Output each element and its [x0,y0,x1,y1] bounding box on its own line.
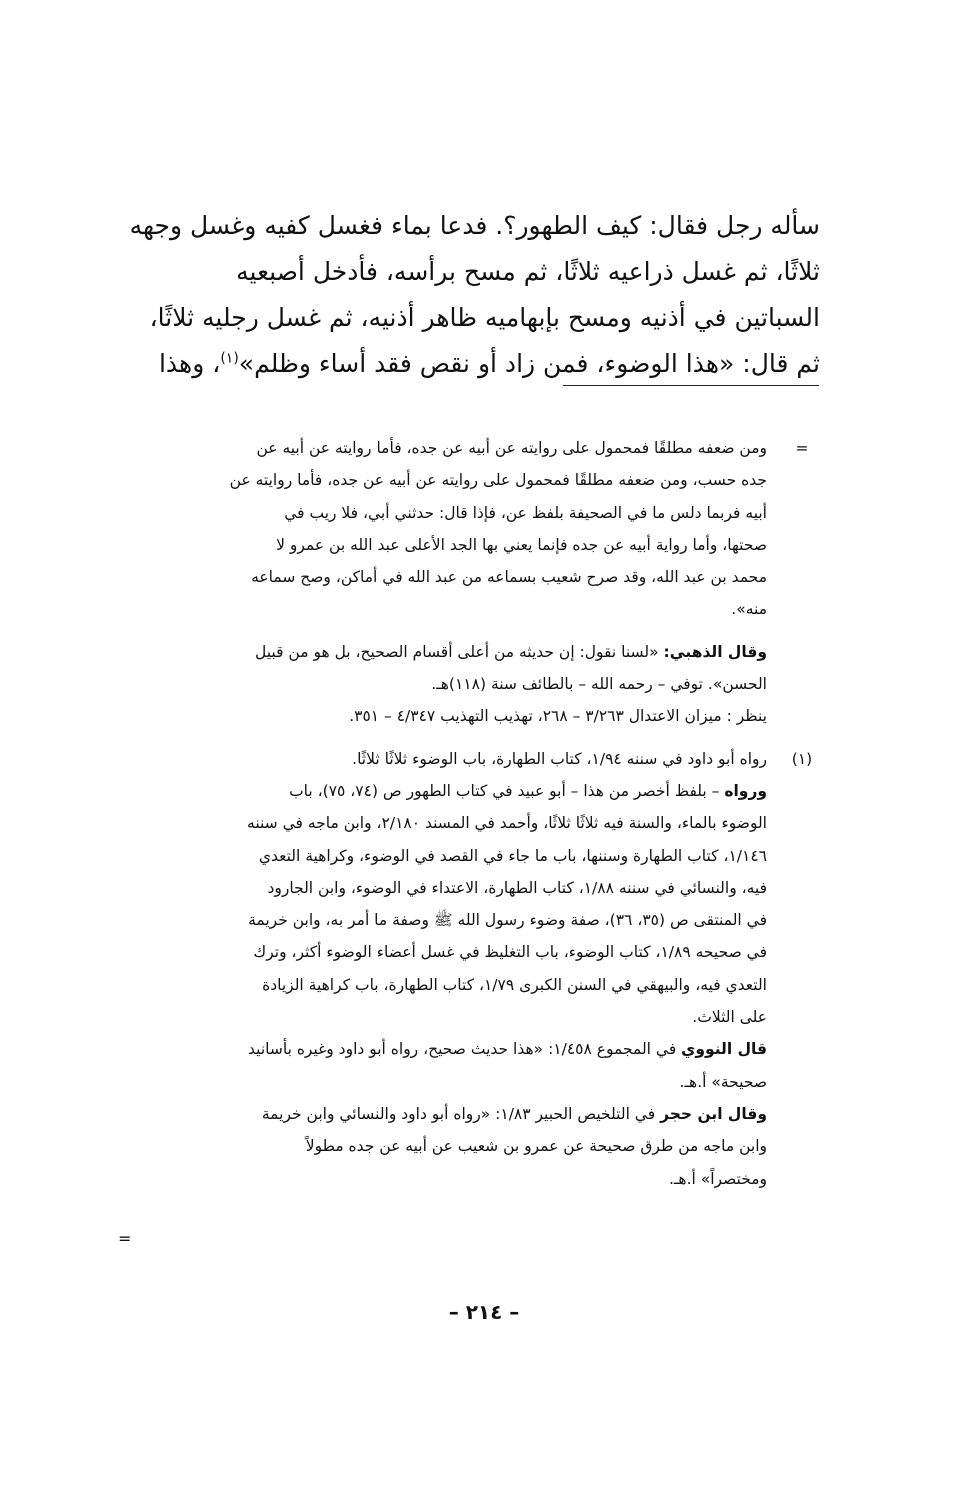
main-line-4-text: ثم قال: «هذا الوضوء، فمن زاد أو نقص فقد أساء وظلم» [238,349,820,378]
narration-line: على الثلاث. [692,1008,767,1027]
footnote-1 [100,743,822,1195]
narration-line: في المنتقى ص (٣٥، ٣٦)، صفة وضوء رسول الله ﷺ وصفة ما أمر به، وابن خريمة [248,911,767,930]
dhahabi-quote [100,636,767,668]
footnote-1-line-1: رواه أبو داود في سننه ١/٩٤، كتاب الطهارة، باب الوضوء ثلاثًا ثلاثًا. [352,749,767,768]
dhahabi-line-1: «لسنا نقول: إن حديثه من أعلى أقسام الصحيح، بل هو من قبيل [255,642,659,661]
narration-line: التعدي فيه، والبيهقي في السنن الكبرى ١/٧٩، كتاب الطهارة، باب كراهية الزيادة [262,975,767,994]
footnote-1-marker: (١) [791,749,813,768]
main-line-4-tail: ، وهذا [158,349,221,378]
narration-line: فيه، والنسائي في سننه ١/٨٨، كتاب الطهارة، الاعتداء في الوضوء، وابن الجارود [267,878,767,897]
see-reference: ينظر : ميزان الاعتدال ٣/٢٦٣ – ٢٦٨، تهذيب التهذيب ٤/٣٤٧ – ٣٥١. [349,707,767,726]
footnote-line: منه». [731,600,767,619]
narration-line: الوضوء بالماء، والسنة فيه ثلاثًا ثلاثًا، وأحمد في المسند ٢/١٨٠، وابن ماجه في سننه [247,814,767,833]
main-line-3: السباتين في أذنيه ومسح بإبهاميه ظاهر أذنيه، ثم غسل رجليه ثلاثًا، [149,303,820,332]
nawawi-line-1 [100,1033,767,1065]
dhahabi-line-2: الحسن». توفي – رحمه الله – بالطائف سنة (١١٨)هـ. [431,675,767,694]
footnote-line: جده حسب، ومن ضعفه مطلقًا فمحمول على روايته عن أبيه عن جده، فأما روايته عن [229,471,767,490]
continuation-marker: = [795,439,809,457]
footnotes-section [100,432,822,1195]
hajar-line-1 [100,1098,767,1130]
main-text [112,203,820,387]
narration-line: في صحيحه ١/٨٩، كتاب الوضوء، باب التغليظ في غسل أعضاء الوضوء أكثر، وترك [253,943,767,962]
hajar-line-2: وابن ماجه من طرق صحيحة عن عمرو بن شعيب عن أبيه عن جده مطولاً [305,1137,767,1156]
footnote-reference: (١) [220,350,239,367]
main-line-1: سأله رجل فقال: كيف الطهور؟. فدعا بماء فغسل كفيه وغسل وجهه [129,211,820,240]
nawawi-line-1-rest: في المجموع ١/٤٥٨: «هذا حديث صحيح، رواه أبو داود وغيره بأسانيد [248,1040,682,1059]
dhahabi-label: وقال الذهبي: [663,642,767,661]
hajar-label: وقال ابن حجر [660,1104,767,1123]
footnote-continuation [100,432,822,733]
footnote-line: ومن ضعفه مطلقًا فمحمول على روايته عن أبيه عن جده، فأما روايته عن أبيه عن [256,439,767,457]
narration-label: ورواه [724,781,767,800]
nawawi-line-2: صحيحة» أ.هـ. [679,1072,767,1091]
main-line-2: ثلاثًا، ثم غسل ذراعيه ثلاثًا، ثم مسح برأسه، فأدخل أصبعيه [236,257,820,286]
main-line-4 [112,341,820,387]
footnote-divider [563,385,819,386]
hajar-line-1-rest: في التلخيص الحبير ١/٨٣: «رواه أبو داود والنسائي وابن خريمة [261,1104,661,1123]
hajar-line-3: ومختصراً» أ.هـ. [668,1169,767,1188]
narration-line-1 [100,775,767,807]
footnote-line: محمد بن عبد الله، وقد صرح شعيب بسماعه من عبد الله في أماكن، وصح سماعه [251,568,767,587]
narration-line-1-rest: – بلفظ أخصر من هذا – أبو عبيد في كتاب الطهور ص (٧٤، ٧٥)، باب [289,781,725,800]
narration-line: ١/١٤٦، كتاب الطهارة وسننها، باب ما جاء في القصد في الوضوء، وكراهية التعدي [258,846,767,865]
nawawi-label: قال النووي [681,1040,767,1059]
page-number: – ٢١٤ – [448,1300,520,1324]
footnote-line: أبيه فربما دلس ما في الصحيفة بلفظ عن، فإذا قال: حدثني أبي، فلا ريب في [284,503,767,522]
footnote-line: صحتها، وأما رواية أبيه عن جده فإنما يعني بها الجد الأعلى عبد الله بن عمرو لا [276,535,767,554]
continuation-marker-end: = [118,1229,132,1248]
